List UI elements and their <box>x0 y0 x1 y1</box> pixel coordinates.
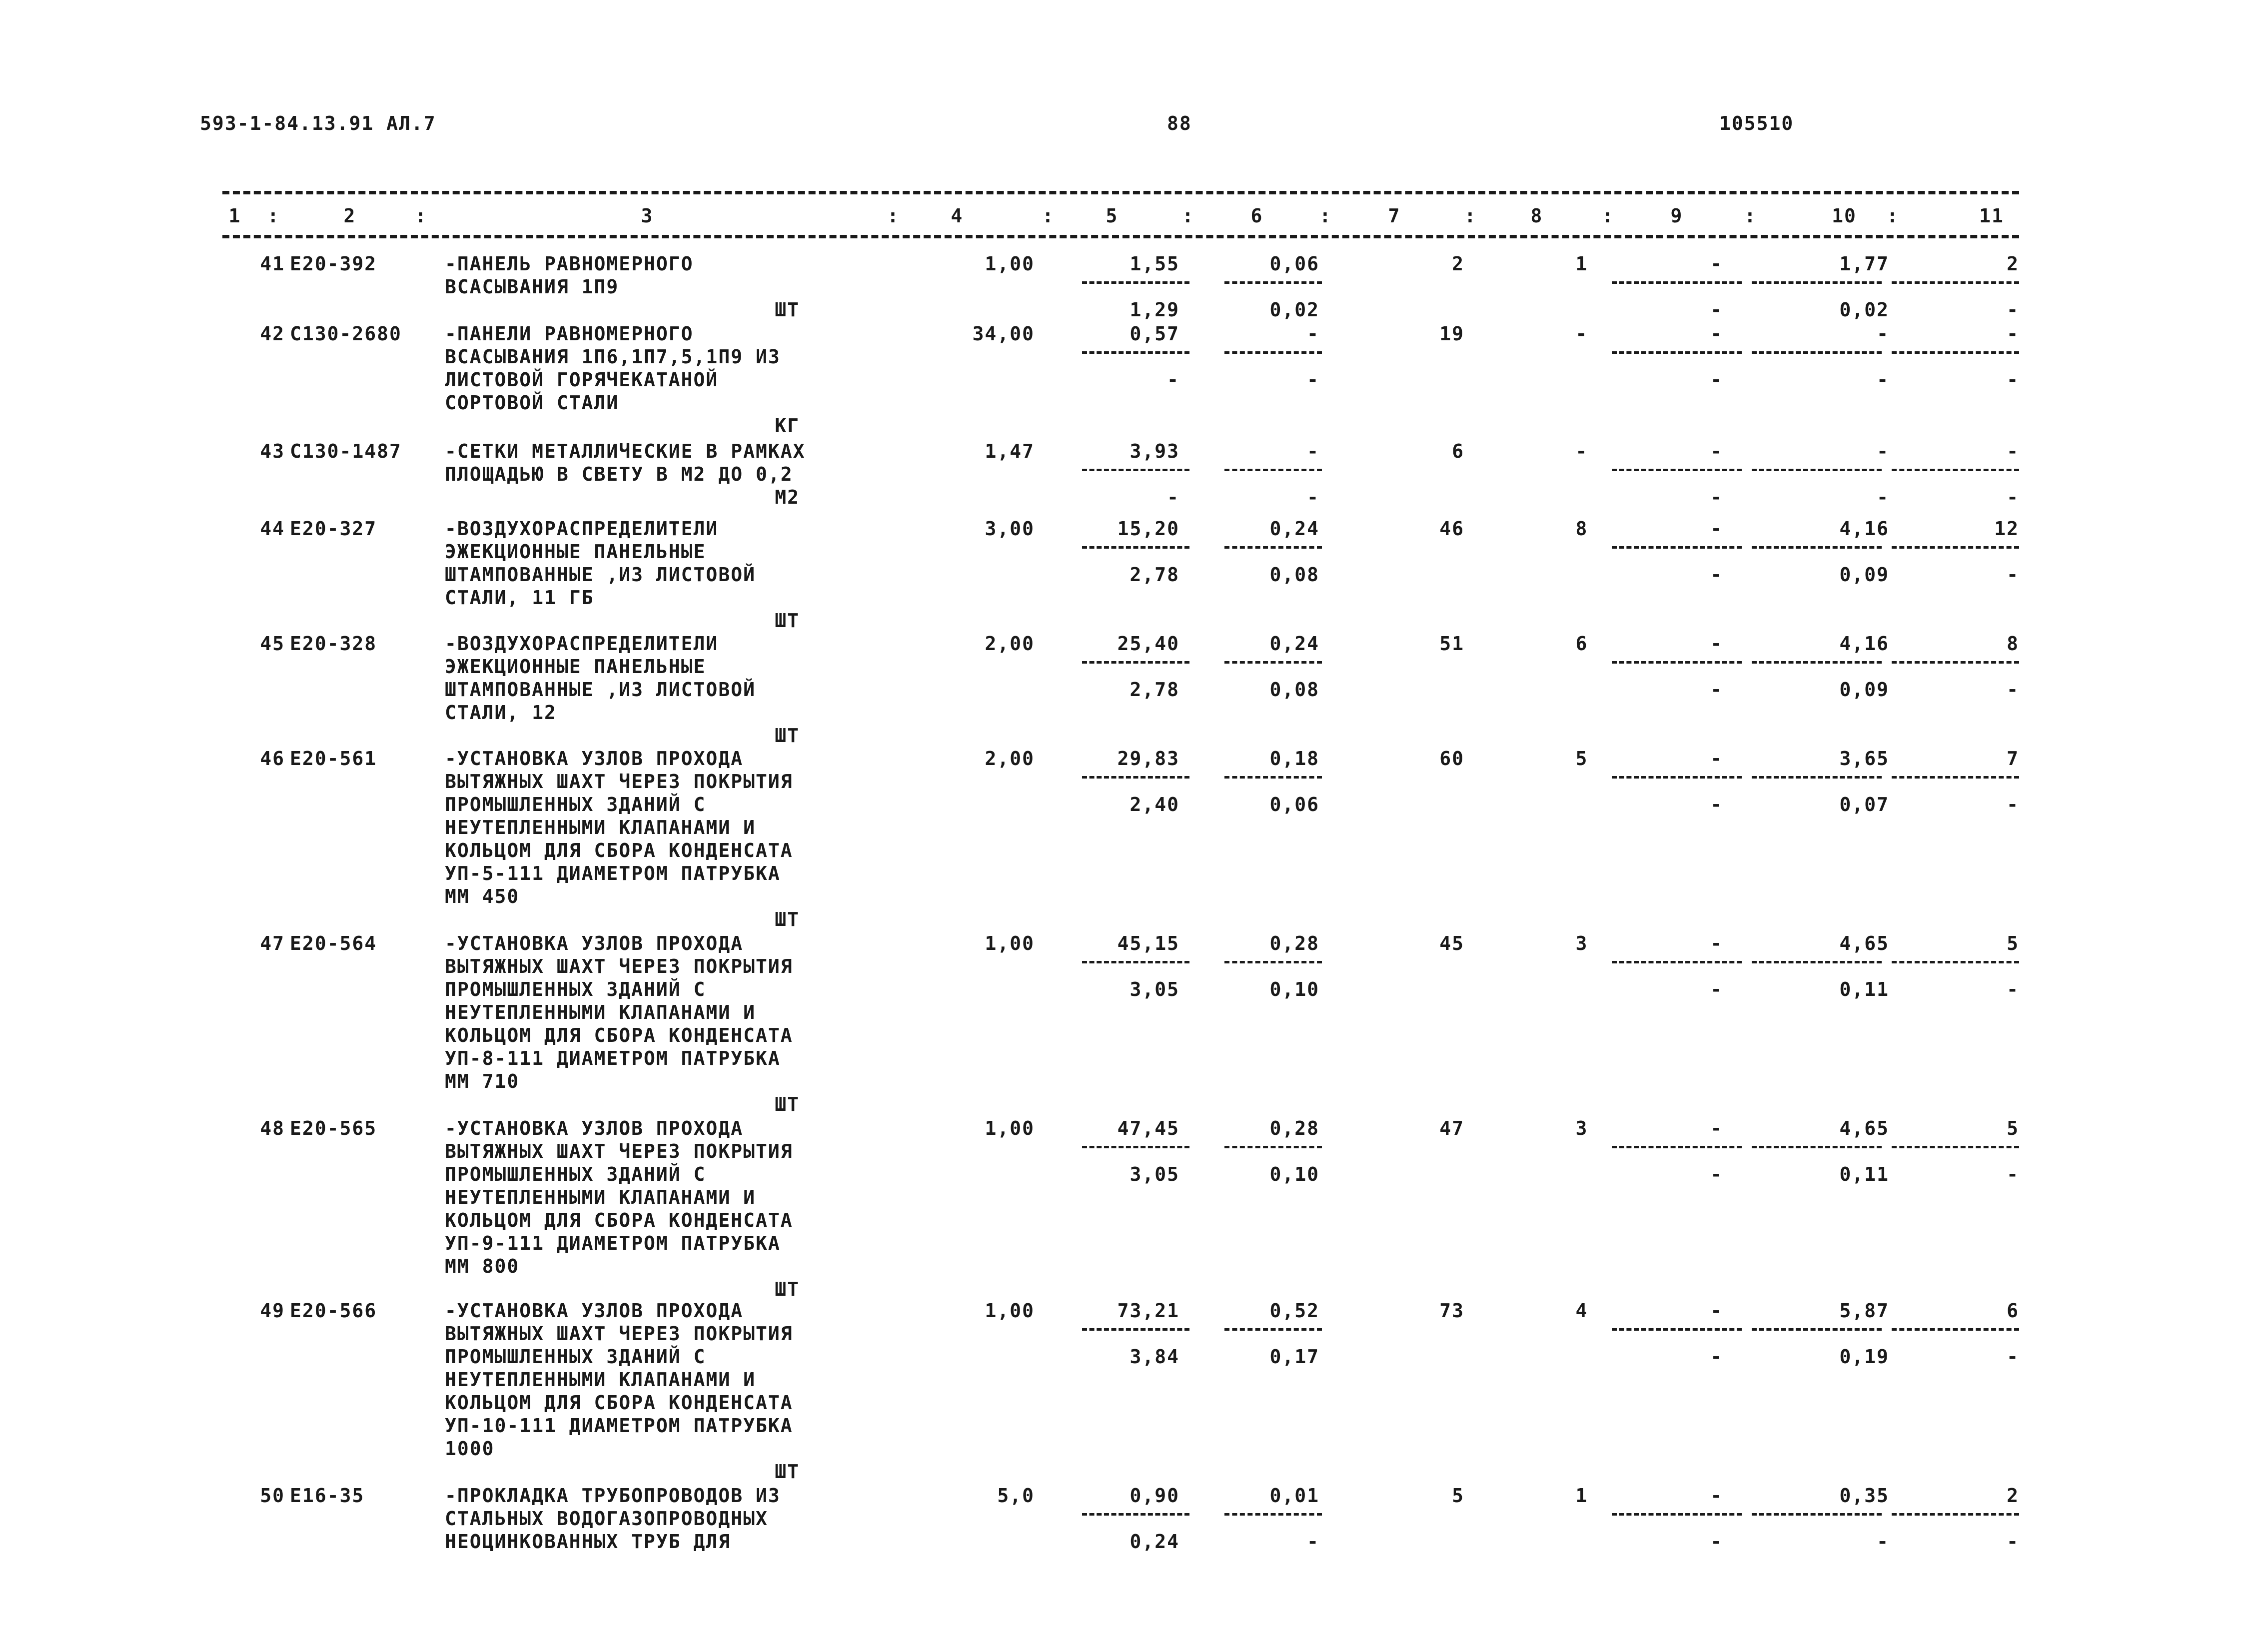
col10-value: - <box>1877 440 1889 462</box>
col11-value: - <box>2007 323 2019 345</box>
row-number: 41 <box>260 253 285 275</box>
col9-value: - <box>1710 633 1723 655</box>
row-code: E20-565 <box>290 1117 377 1139</box>
col8-value: 4 <box>1575 1300 1588 1322</box>
col11-value: 12 <box>1994 518 2019 540</box>
row-code: E20-566 <box>290 1300 377 1322</box>
col9-subvalue: - <box>1710 299 1723 321</box>
cell-divider <box>1752 1146 1882 1148</box>
row-code: E20-561 <box>290 748 377 770</box>
col6-value: - <box>1307 440 1319 462</box>
col4-quantity: 1,00 <box>985 932 1035 954</box>
col10-subvalue: 0,02 <box>1839 299 1889 321</box>
cell-divider <box>1224 661 1322 664</box>
row-description: -ПРОКЛАДКА ТРУБОПРОВОДОВ ИЗ СТАЛЬНЫХ ВОДОГАЗОПРОВОДНЫХ НЕОЦИНКОВАННЫХ ТРУБ ДЛЯ <box>445 1485 781 1553</box>
col6-subvalue: 0,08 <box>1269 564 1319 586</box>
column-separator: : <box>1887 205 1899 227</box>
column-header-3: 3 <box>641 205 654 227</box>
row-unit: ШТ <box>775 908 800 930</box>
col8-value: 8 <box>1575 518 1588 540</box>
col5-value: 29,83 <box>1117 748 1179 770</box>
cell-divider <box>1752 469 1882 471</box>
col5-value: 0,90 <box>1129 1485 1179 1507</box>
col10-value: 5,87 <box>1839 1300 1889 1322</box>
cell-divider <box>1892 469 2019 471</box>
col6-value: 0,28 <box>1269 1117 1319 1139</box>
cell-divider <box>1224 776 1322 779</box>
cell-divider <box>1892 351 2019 354</box>
col5-value: 0,57 <box>1129 323 1179 345</box>
col9-subvalue: - <box>1710 679 1723 701</box>
col7-value: 6 <box>1452 440 1464 462</box>
col5-subvalue: - <box>1167 486 1179 508</box>
row-unit: ШТ <box>775 1461 800 1483</box>
col7-value: 45 <box>1439 932 1464 954</box>
col5-value: 1,55 <box>1129 253 1179 275</box>
col7-value: 46 <box>1439 518 1464 540</box>
cell-divider <box>1752 1328 1882 1331</box>
col9-subvalue: - <box>1710 486 1723 508</box>
cell-divider <box>1612 281 1742 284</box>
row-unit: М2 <box>775 486 800 508</box>
col9-value: - <box>1710 253 1723 275</box>
col10-value: 4,65 <box>1839 932 1889 954</box>
col11-subvalue: - <box>2007 1531 2019 1553</box>
col11-subvalue: - <box>2007 679 2019 701</box>
cell-divider <box>1612 1328 1742 1331</box>
col10-subvalue: 0,11 <box>1839 1163 1889 1185</box>
col8-value: 3 <box>1575 932 1588 954</box>
col11-subvalue: - <box>2007 486 2019 508</box>
col7-value: 47 <box>1439 1117 1464 1139</box>
col6-value: 0,28 <box>1269 932 1319 954</box>
cell-divider <box>1752 661 1882 664</box>
cell-divider <box>1612 961 1742 963</box>
row-description: -ВОЗДУХОРАСПРЕДЕЛИТЕЛИ ЭЖЕКЦИОННЫЕ ПАНЕЛЬНЫЕ ШТАМПОВАННЫЕ ,ИЗ ЛИСТОВОЙ СТАЛИ, 11 ГБ <box>445 518 756 609</box>
cell-divider <box>1082 351 1189 354</box>
column-header-5: 5 <box>1106 205 1119 227</box>
col5-subvalue: 3,84 <box>1129 1346 1179 1368</box>
col8-value: 6 <box>1575 633 1588 655</box>
col9-subvalue: - <box>1710 978 1723 1000</box>
col6-subvalue: 0,17 <box>1269 1346 1319 1368</box>
col6-subvalue: - <box>1307 369 1319 391</box>
cell-divider <box>1752 1513 1882 1516</box>
col4-quantity: 2,00 <box>985 748 1035 770</box>
col10-subvalue: - <box>1877 1531 1889 1553</box>
cell-divider <box>1082 661 1189 664</box>
col6-subvalue: 0,02 <box>1269 299 1319 321</box>
col10-value: 4,65 <box>1839 1117 1889 1139</box>
col9-subvalue: - <box>1710 1346 1723 1368</box>
column-header-4: 4 <box>951 205 964 227</box>
col8-value: - <box>1575 323 1588 345</box>
row-number: 42 <box>260 323 285 345</box>
cell-divider <box>1224 351 1322 354</box>
row-number: 48 <box>260 1117 285 1139</box>
cell-divider <box>1082 1513 1189 1516</box>
column-separator: : <box>1319 205 1332 227</box>
col11-value: 8 <box>2007 633 2019 655</box>
col5-value: 3,93 <box>1129 440 1179 462</box>
col8-value: 1 <box>1575 253 1588 275</box>
cell-divider <box>1082 1146 1189 1148</box>
row-unit: КГ <box>775 415 800 437</box>
table-top-rule <box>222 191 2019 194</box>
col9-subvalue: - <box>1710 1531 1723 1553</box>
row-code: E20-327 <box>290 518 377 540</box>
row-unit: ШТ <box>775 725 800 747</box>
row-description: -ВОЗДУХОРАСПРЕДЕЛИТЕЛИ ЭЖЕКЦИОННЫЕ ПАНЕЛЬНЫЕ ШТАМПОВАННЫЕ ,ИЗ ЛИСТОВОЙ СТАЛИ, 12 <box>445 633 756 724</box>
col8-value: 1 <box>1575 1485 1588 1507</box>
col5-subvalue: 2,40 <box>1129 794 1179 816</box>
col11-value: 7 <box>2007 748 2019 770</box>
col5-value: 73,21 <box>1117 1300 1179 1322</box>
cell-divider <box>1892 1328 2019 1331</box>
col9-value: - <box>1710 1117 1723 1139</box>
column-separator: : <box>1464 205 1477 227</box>
cell-divider <box>1224 1328 1322 1331</box>
col4-quantity: 1,00 <box>985 1300 1035 1322</box>
col8-value: 5 <box>1575 748 1588 770</box>
col5-value: 15,20 <box>1117 518 1179 540</box>
col8-value: - <box>1575 440 1588 462</box>
row-unit: ШТ <box>775 299 800 321</box>
col6-subvalue: - <box>1307 486 1319 508</box>
cell-divider <box>1082 776 1189 779</box>
col9-value: - <box>1710 1485 1723 1507</box>
cell-divider <box>1612 776 1742 779</box>
cell-divider <box>1224 469 1322 471</box>
column-separator: : <box>415 205 427 227</box>
cell-divider <box>1892 661 2019 664</box>
col4-quantity: 3,00 <box>985 518 1035 540</box>
cell-divider <box>1892 961 2019 963</box>
row-number: 49 <box>260 1300 285 1322</box>
col5-value: 25,40 <box>1117 633 1179 655</box>
col5-subvalue: 3,05 <box>1129 1163 1179 1185</box>
row-unit: ШТ <box>775 610 800 632</box>
col11-subvalue: - <box>2007 1346 2019 1368</box>
column-header-2: 2 <box>343 205 356 227</box>
column-separator: : <box>1042 205 1055 227</box>
cell-divider <box>1224 1146 1322 1148</box>
col10-value: 3,65 <box>1839 748 1889 770</box>
col8-value: 3 <box>1575 1117 1588 1139</box>
cell-divider <box>1752 351 1882 354</box>
cell-divider <box>1224 281 1322 284</box>
col9-value: - <box>1710 1300 1723 1322</box>
col11-value: - <box>2007 440 2019 462</box>
row-number: 43 <box>260 440 285 462</box>
doc-code: 593-1-84.13.91 АЛ.7 <box>200 112 436 134</box>
col11-value: 6 <box>2007 1300 2019 1322</box>
col11-subvalue: - <box>2007 1163 2019 1185</box>
cell-divider <box>1612 1513 1742 1516</box>
col9-value: - <box>1710 440 1723 462</box>
cell-divider <box>1892 281 2019 284</box>
col4-quantity: 1,00 <box>985 1117 1035 1139</box>
row-number: 46 <box>260 748 285 770</box>
col5-value: 45,15 <box>1117 932 1179 954</box>
col11-subvalue: - <box>2007 299 2019 321</box>
col4-quantity: 34,00 <box>972 323 1035 345</box>
cell-divider <box>1892 546 2019 549</box>
row-description: -УСТАНОВКА УЗЛОВ ПРОХОДА ВЫТЯЖНЫХ ШАХТ ЧЕРЕЗ ПОКРЫТИЯ ПРОМЫШЛЕННЫХ ЗДАНИЙ С НЕУТЕПЛЕННЫМИ КЛАПАНАМИ И КОЛЬЦОМ ДЛЯ СБОРА КОНДЕНСАТА УП-9-111 ДИАМЕТРОМ ПАТРУБКА ММ 800 <box>445 1117 793 1277</box>
col10-subvalue: - <box>1877 369 1889 391</box>
col11-value: 5 <box>2007 1117 2019 1139</box>
row-unit: ШТ <box>775 1278 800 1300</box>
row-code: E20-564 <box>290 932 377 954</box>
row-unit: ШТ <box>775 1093 800 1115</box>
col7-value: 2 <box>1452 253 1464 275</box>
col9-value: - <box>1710 748 1723 770</box>
col7-value: 5 <box>1452 1485 1464 1507</box>
column-separator: : <box>1744 205 1757 227</box>
row-description: -УСТАНОВКА УЗЛОВ ПРОХОДА ВЫТЯЖНЫХ ШАХТ ЧЕРЕЗ ПОКРЫТИЯ ПРОМЫШЛЕННЫХ ЗДАНИЙ С НЕУТЕПЛЕННЫМИ КЛАПАНАМИ И КОЛЬЦОМ ДЛЯ СБОРА КОНДЕНСАТА УП-5-111 ДИАМЕТРОМ ПАТРУБКА ММ 450 <box>445 748 793 907</box>
row-code: C130-1487 <box>290 440 402 462</box>
row-description: -ПАНЕЛИ РАВНОМЕРНОГО ВСАСЫВАНИЯ 1П6,1П7,5,1П9 ИЗ ЛИСТОВОЙ ГОРЯЧЕКАТАНОЙ СОРТОВОЙ СТАЛИ <box>445 323 781 414</box>
cell-divider <box>1752 546 1882 549</box>
col11-value: 2 <box>2007 1485 2019 1507</box>
col7-value: 73 <box>1439 1300 1464 1322</box>
col9-value: - <box>1710 323 1723 345</box>
cell-divider <box>1082 546 1189 549</box>
column-separator: : <box>1602 205 1614 227</box>
col6-subvalue: - <box>1307 1531 1319 1553</box>
col10-subvalue: 0,19 <box>1839 1346 1889 1368</box>
cell-divider <box>1082 281 1189 284</box>
cell-divider <box>1612 546 1742 549</box>
row-number: 47 <box>260 932 285 954</box>
col10-subvalue: 0,09 <box>1839 564 1889 586</box>
page-number: 88 <box>1167 112 1192 134</box>
col10-subvalue: 0,11 <box>1839 978 1889 1000</box>
col11-subvalue: - <box>2007 794 2019 816</box>
col6-subvalue: 0,08 <box>1269 679 1319 701</box>
col11-value: 5 <box>2007 932 2019 954</box>
row-code: C130-2680 <box>290 323 402 345</box>
col6-value: 0,24 <box>1269 633 1319 655</box>
col6-value: 0,06 <box>1269 253 1319 275</box>
col4-quantity: 1,47 <box>985 440 1035 462</box>
col10-value: 1,77 <box>1839 253 1889 275</box>
col9-subvalue: - <box>1710 794 1723 816</box>
row-description: -ПАНЕЛЬ РАВНОМЕРНОГО ВСАСЫВАНИЯ 1П9 <box>445 253 694 298</box>
col11-subvalue: - <box>2007 978 2019 1000</box>
cell-divider <box>1892 1513 2019 1516</box>
cell-divider <box>1752 281 1882 284</box>
col10-subvalue: - <box>1877 486 1889 508</box>
column-separator: : <box>267 205 280 227</box>
row-description: -УСТАНОВКА УЗЛОВ ПРОХОДА ВЫТЯЖНЫХ ШАХТ ЧЕРЕЗ ПОКРЫТИЯ ПРОМЫШЛЕННЫХ ЗДАНИЙ С НЕУТЕПЛЕННЫМИ КЛАПАНАМИ И КОЛЬЦОМ ДЛЯ СБОРА КОНДЕНСАТА УП-10-111 ДИАМЕТРОМ ПАТРУБКА 1000 <box>445 1300 793 1460</box>
col6-subvalue: 0,06 <box>1269 794 1319 816</box>
cell-divider <box>1082 961 1189 963</box>
cell-divider <box>1224 961 1322 963</box>
cell-divider <box>1752 776 1882 779</box>
col10-subvalue: 0,07 <box>1839 794 1889 816</box>
col5-subvalue: 0,24 <box>1129 1531 1179 1553</box>
col9-subvalue: - <box>1710 564 1723 586</box>
sheet-number: 105510 <box>1719 112 1794 134</box>
col6-value: 0,01 <box>1269 1485 1319 1507</box>
cell-divider <box>1612 661 1742 664</box>
col5-subvalue: 2,78 <box>1129 679 1179 701</box>
col7-value: 19 <box>1439 323 1464 345</box>
col9-value: - <box>1710 932 1723 954</box>
column-header-9: 9 <box>1670 205 1683 227</box>
col5-value: 47,45 <box>1117 1117 1179 1139</box>
cell-divider <box>1224 1513 1322 1516</box>
column-header-11: 11 <box>1979 205 2004 227</box>
col6-subvalue: 0,10 <box>1269 978 1319 1000</box>
col7-value: 60 <box>1439 748 1464 770</box>
col6-value: 0,52 <box>1269 1300 1319 1322</box>
column-header-1: 1 <box>228 205 241 227</box>
cell-divider <box>1892 1146 2019 1148</box>
col4-quantity: 5,0 <box>997 1485 1035 1507</box>
col7-value: 51 <box>1439 633 1464 655</box>
col6-subvalue: 0,10 <box>1269 1163 1319 1185</box>
col9-value: - <box>1710 518 1723 540</box>
column-header-8: 8 <box>1530 205 1543 227</box>
col5-subvalue: - <box>1167 369 1179 391</box>
row-description: -СЕТКИ МЕТАЛЛИЧЕСКИЕ В РАМКАХ ПЛОЩАДЬЮ В СВЕТУ В М2 ДО 0,2 <box>445 440 806 485</box>
row-code: E20-392 <box>290 253 377 275</box>
col6-value: - <box>1307 323 1319 345</box>
row-description: -УСТАНОВКА УЗЛОВ ПРОХОДА ВЫТЯЖНЫХ ШАХТ ЧЕРЕЗ ПОКРЫТИЯ ПРОМЫШЛЕННЫХ ЗДАНИЙ С НЕУТЕПЛЕННЫМИ КЛАПАНАМИ И КОЛЬЦОМ ДЛЯ СБОРА КОНДЕНСАТА УП-8-111 ДИАМЕТРОМ ПАТРУБКА ММ 710 <box>445 932 793 1092</box>
col11-value: 2 <box>2007 253 2019 275</box>
row-number: 45 <box>260 633 285 655</box>
cell-divider <box>1082 469 1189 471</box>
row-code: E16-35 <box>290 1485 365 1507</box>
col4-quantity: 2,00 <box>985 633 1035 655</box>
column-separator: : <box>887 205 900 227</box>
col10-subvalue: 0,09 <box>1839 679 1889 701</box>
cell-divider <box>1612 351 1742 354</box>
col10-value: 0,35 <box>1839 1485 1889 1507</box>
col5-subvalue: 2,78 <box>1129 564 1179 586</box>
col5-subvalue: 3,05 <box>1129 978 1179 1000</box>
cell-divider <box>1612 1146 1742 1148</box>
col4-quantity: 1,00 <box>985 253 1035 275</box>
cell-divider <box>1612 469 1742 471</box>
col5-subvalue: 1,29 <box>1129 299 1179 321</box>
column-header-10: 10 <box>1832 205 1857 227</box>
col9-subvalue: - <box>1710 369 1723 391</box>
cell-divider <box>1082 1328 1189 1331</box>
row-number: 44 <box>260 518 285 540</box>
col6-value: 0,18 <box>1269 748 1319 770</box>
col6-value: 0,24 <box>1269 518 1319 540</box>
col10-value: 4,16 <box>1839 518 1889 540</box>
col10-value: - <box>1877 323 1889 345</box>
column-header-7: 7 <box>1388 205 1401 227</box>
row-code: E20-328 <box>290 633 377 655</box>
row-number: 50 <box>260 1485 285 1507</box>
col10-value: 4,16 <box>1839 633 1889 655</box>
col11-subvalue: - <box>2007 369 2019 391</box>
cell-divider <box>1752 961 1882 963</box>
col9-subvalue: - <box>1710 1163 1723 1185</box>
column-header-6: 6 <box>1250 205 1263 227</box>
cell-divider <box>1224 546 1322 549</box>
column-separator: : <box>1182 205 1194 227</box>
cell-divider <box>1892 776 2019 779</box>
column-header-rule <box>222 235 2019 238</box>
col11-subvalue: - <box>2007 564 2019 586</box>
